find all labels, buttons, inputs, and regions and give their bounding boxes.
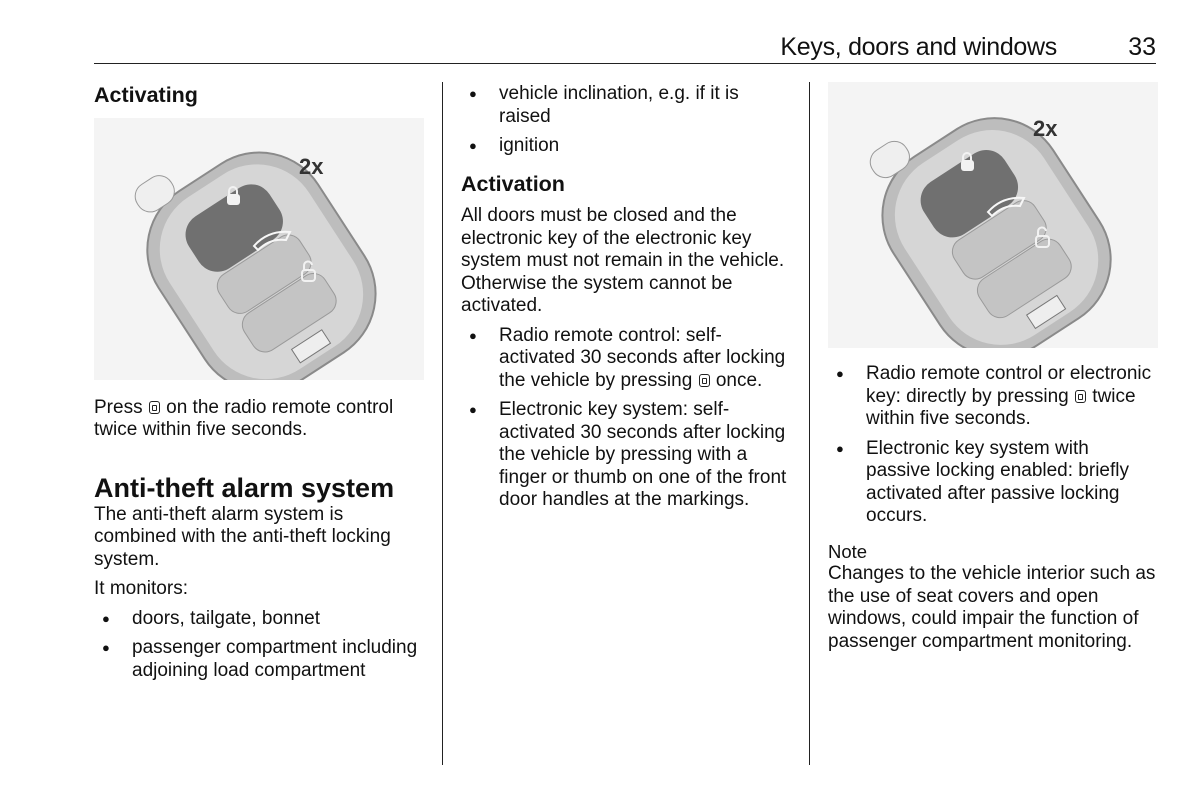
list-item: ● doors, tailgate, bonnet [94,608,424,631]
heading-activation: Activation [461,171,565,196]
list-item: ● ignition [461,135,791,158]
activation-list [461,325,791,512]
column-left [94,84,424,682]
press-instruction: Press on the radio remote control twice within five seconds. [94,396,394,440]
list-item: ● Electronic key system with passive locking enabled: briefly activated after passive locking occurs. [828,438,1158,528]
page-number: 33 [1128,33,1156,61]
key-fob-illustration-left [94,118,424,380]
header-divider [94,63,1156,64]
list-item: ● Radio remote control: self-activated 30 seconds after locking the vehicle by pressing once. [461,325,791,393]
key-fob-illustration-right [828,82,1158,348]
anti-theft-intro: The anti-theft alarm system is combined with the anti-theft locking system. [94,503,391,570]
list-item: ● Radio remote control or electronic key: directly by pressing twice within five seconds. [828,363,1158,431]
note-text: Changes to the vehicle interior such as the use of seat covers and open windows, could impair the function of passenger compartment monitoring. [828,563,1156,652]
activation-text: All doors must be closed and the electronic key of the electronic key system must not remain in the vehicle. Otherwise the system cannot be activated. [461,205,785,316]
column-divider-right [809,82,810,765]
section-title: Keys, doors and windows [780,33,1057,61]
list-item: ● vehicle inclination, e.g. if it is raised [461,83,791,128]
heading-activating: Activating [94,83,198,107]
activation-list-continued [828,363,1158,528]
monitors-label: It monitors: [94,578,188,599]
column-middle [461,83,791,512]
column-divider-left [442,82,443,765]
lock-button-icon [149,401,160,414]
figure-press-count: 2x [299,153,324,179]
list-item: ● Electronic key system: self-activated 30 seconds after locking the vehicle by pressing with a finger or thumb on one of the front door handles at the markings. [461,399,791,512]
list-item: ● passenger compartment including adjoining load compartment [94,637,424,682]
lock-button-icon [1075,390,1086,403]
figure-press-count: 2x [1033,116,1058,141]
note-heading: Note [828,540,868,562]
monitors-list-continued [461,83,791,158]
lock-button-icon [699,374,710,387]
monitors-list [94,608,424,683]
heading-anti-theft: Anti-theft alarm system [94,472,395,503]
column-right [828,82,1158,653]
